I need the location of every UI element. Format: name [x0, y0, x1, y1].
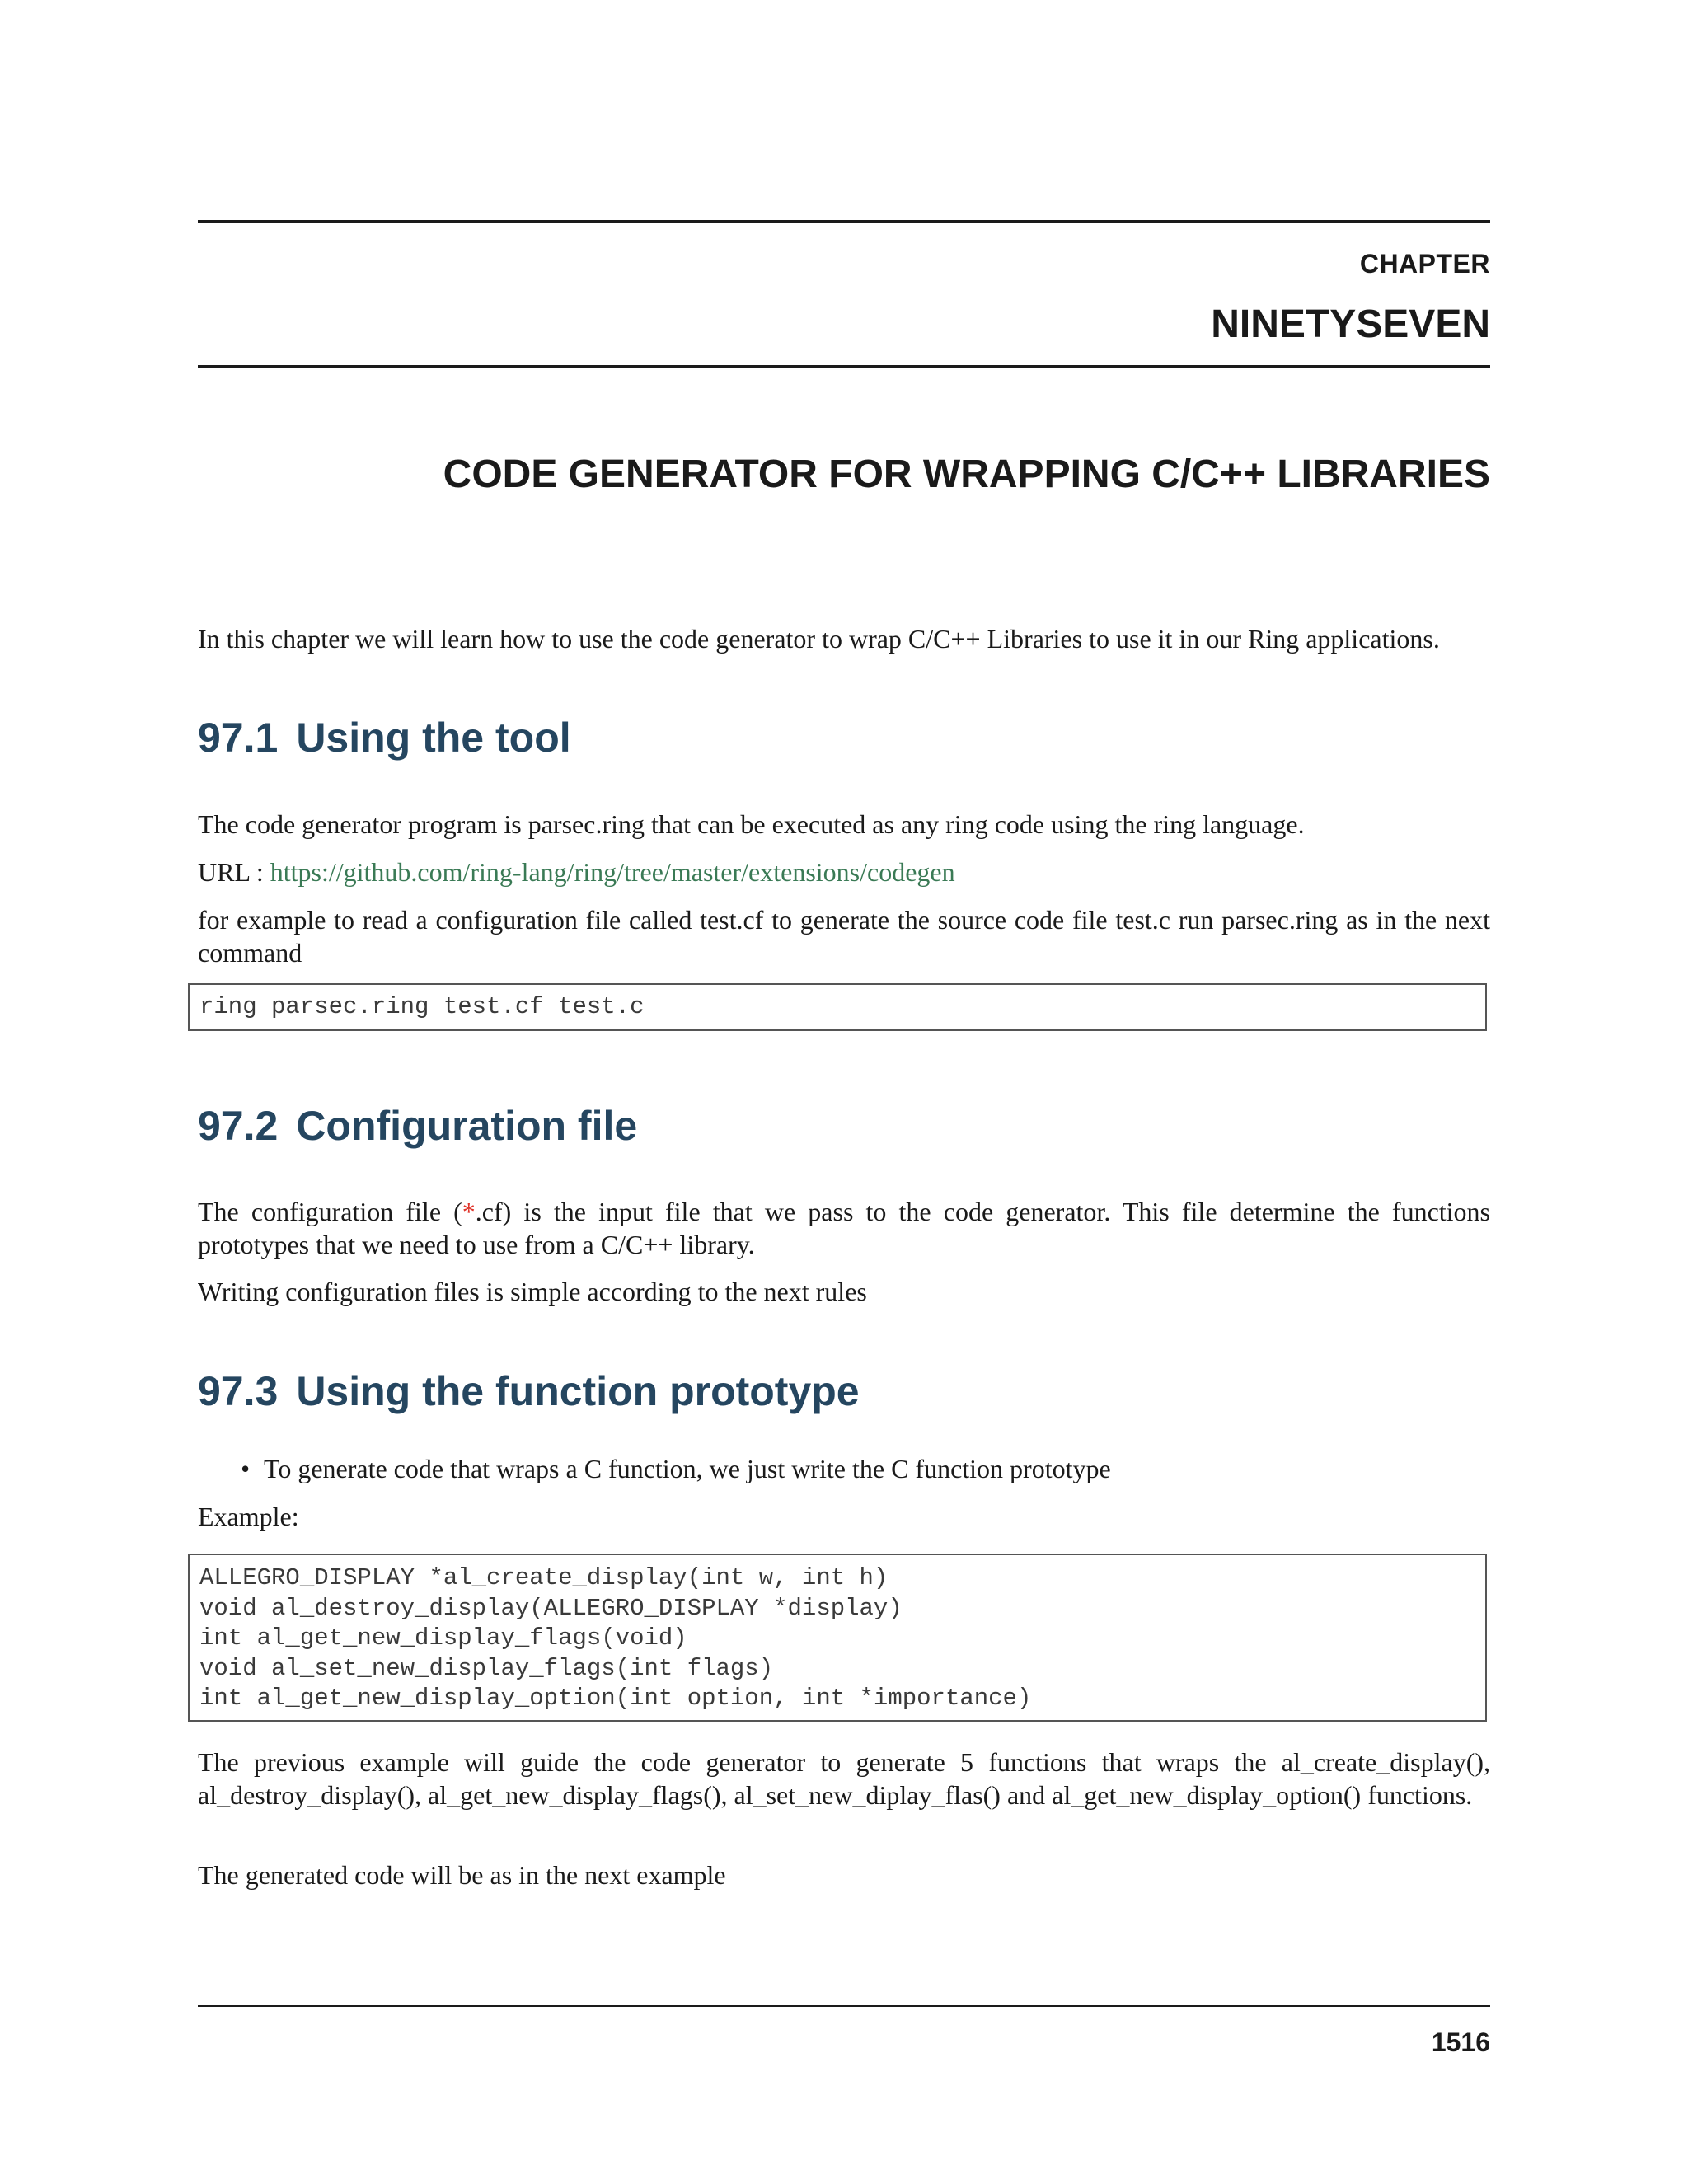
section-title: Using the tool	[296, 715, 571, 761]
generated-code-paragraph: The generated code will be as in the next example	[198, 1860, 726, 1890]
section-number: 97.2	[198, 1103, 279, 1149]
bullet-item: To generate code that wraps a C function, we just write the C function prototype	[264, 1454, 1111, 1483]
chapter-number: NINETYSEVEN	[1211, 302, 1490, 346]
section-title: Configuration file	[296, 1103, 638, 1149]
section-heading-using-the-tool	[198, 714, 571, 762]
page-number: 1516	[1431, 2027, 1490, 2057]
config-paragraph	[198, 1195, 1490, 1261]
chapter-title: CODE GENERATOR FOR WRAPPING C/C++ LIBRARIES	[443, 452, 1490, 496]
config-rules-paragraph: Writing configuration files is simple according to the next rules	[198, 1277, 867, 1306]
tool-paragraph: The code generator program is parsec.ring that can be executed as any ring code using the ring language.	[198, 809, 1305, 839]
chapter-label: CHAPTER	[1359, 249, 1490, 279]
chapter-top-rule	[198, 220, 1490, 223]
chapter-bottom-rule	[198, 365, 1490, 368]
url-label: URL :	[198, 857, 270, 887]
section-heading-function-prototype	[198, 1367, 860, 1415]
footer-rule	[198, 2005, 1490, 2007]
result-paragraph: The previous example will guide the code generator to generate 5 functions that wraps the al_create_display(), al_destroy_display(), al_get_new_display_flags(), al_set_new_diplay_flas() and al_get_new_display_option() functions.	[198, 1747, 1490, 1810]
intro-paragraph: In this chapter we will learn how to use the code generator to wrap C/C++ Libraries to use it in our Ring applications.	[198, 624, 1440, 654]
section-heading-configuration-file	[198, 1102, 637, 1150]
prototype-code-block: ALLEGRO_DISPLAY *al_create_display(int w, int h) void al_destroy_display(ALLEGRO_DISPLAY *display) int al_get_new_display_flags(void) void al_set_new_display_flags(int flags) int al_get_new_display_option(int option, int *importance)	[188, 1554, 1487, 1722]
command-code-block: ring parsec.ring test.cf test.c	[188, 983, 1487, 1031]
wildcard-star: *	[462, 1197, 476, 1226]
bullet-marker: •	[241, 1454, 251, 1483]
config-text-after: .cf) is the input file that we pass to the code generator. This file determine the functions prototypes that we need to use from a C/C++ library.	[198, 1197, 1491, 1259]
url-paragraph	[198, 855, 1490, 888]
section-number: 97.3	[198, 1368, 279, 1414]
codegen-url-link[interactable]: https://github.com/ring-lang/ring/tree/master/extensions/codegen	[270, 857, 955, 887]
config-text-before: The configuration file (	[198, 1197, 462, 1226]
example-label: Example:	[198, 1502, 299, 1531]
section-title: Using the function prototype	[296, 1368, 860, 1414]
section-number: 97.1	[198, 715, 279, 761]
example-command-paragraph: for example to read a configuration file called test.cf to generate the source code file test.c run parsec.ring as in the next command	[198, 905, 1490, 968]
